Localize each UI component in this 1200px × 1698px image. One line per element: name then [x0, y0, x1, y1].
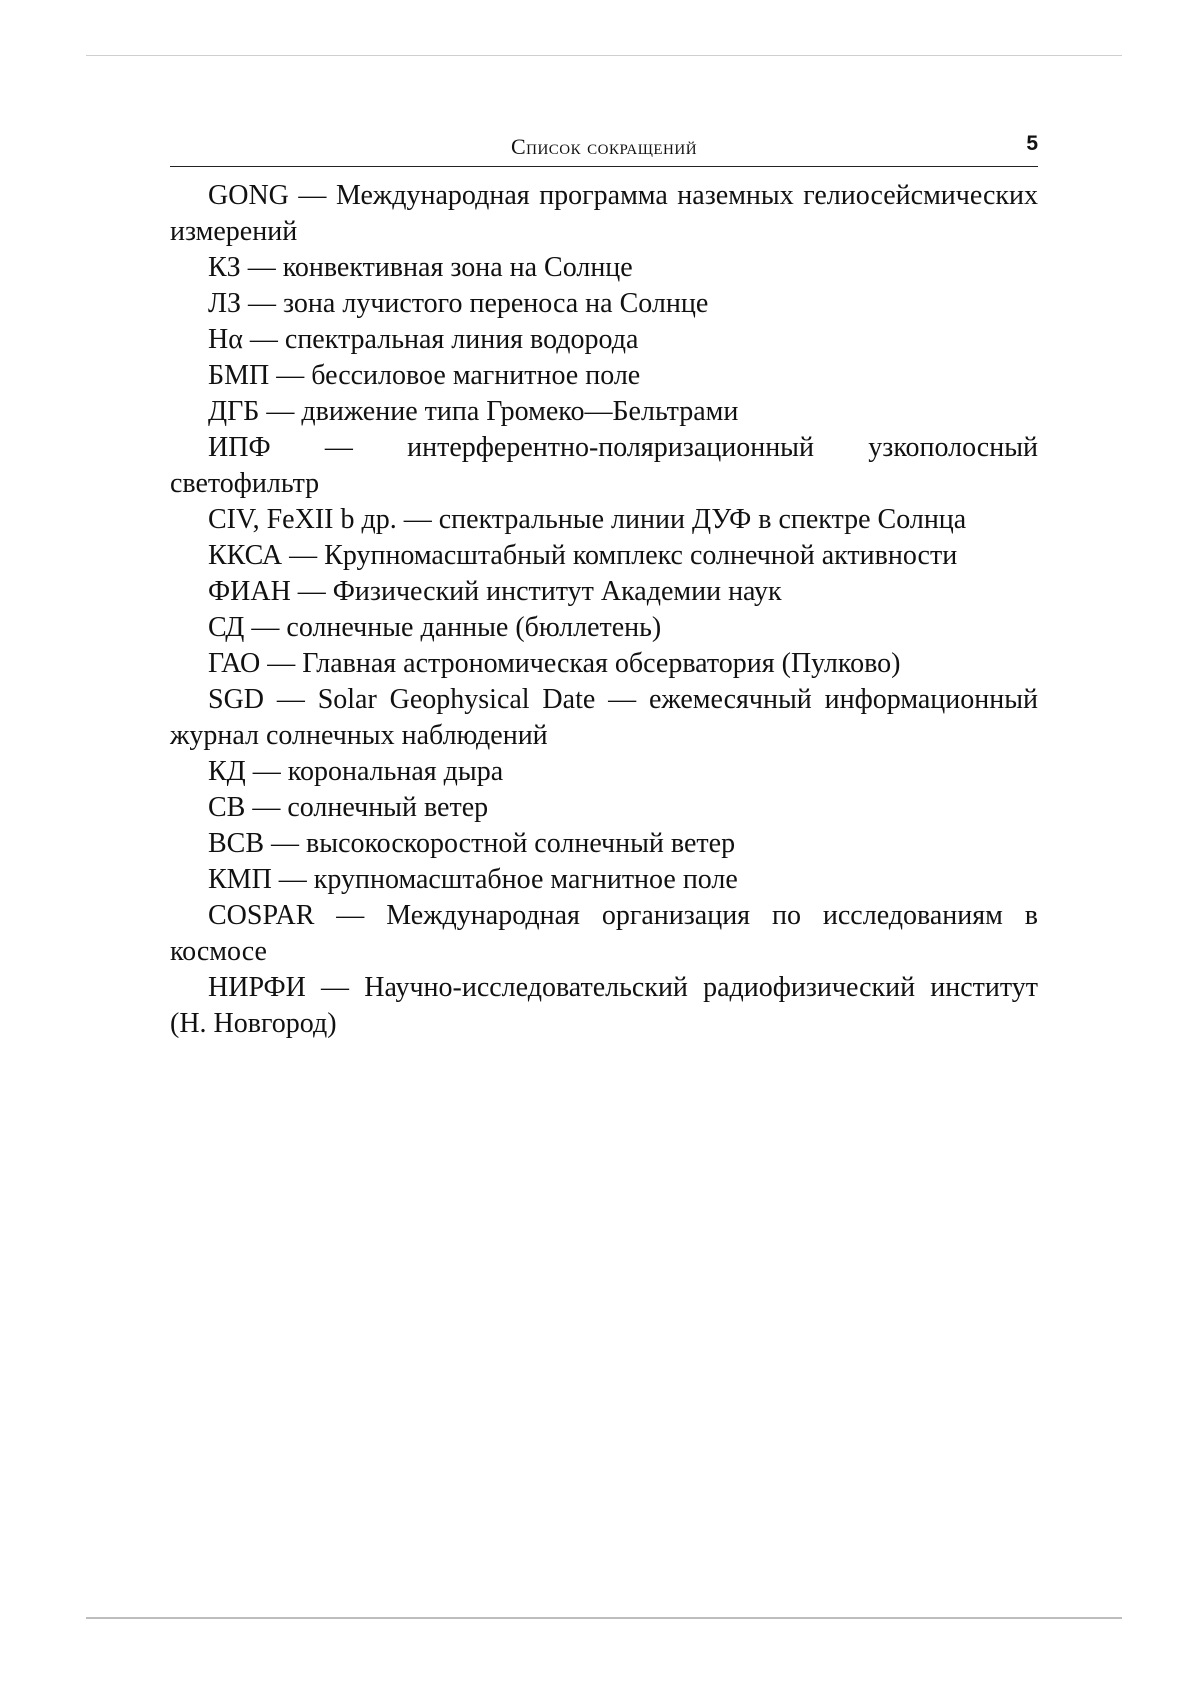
abbreviation-definition: спектральная линия водорода	[284, 324, 639, 355]
abbreviation-definition: солнечные данные (бюллетень)	[286, 612, 662, 643]
abbreviation-entry: КД — корональная дыра	[208, 756, 504, 787]
abbreviation-definition: Крупномасштабный комплекс солнечной активности	[324, 540, 958, 571]
abbreviation-term: GONG	[208, 180, 289, 211]
abbreviation-definition: зона лучистого переноса на Солнце	[283, 288, 709, 319]
page-bottom-rule	[86, 1617, 1122, 1619]
abbreviation-term: COSPAR	[208, 900, 315, 931]
abbreviation-definition: высокоскоростной солнечный ветер	[306, 828, 736, 859]
abbreviation-definition: бессиловое магнитное поле	[311, 360, 641, 391]
abbreviation-definition: Международная программа наземных гелиосейсмических измерений	[170, 180, 1038, 247]
abbreviation-term: ККСА	[208, 540, 283, 571]
abbreviation-definition: Научно-исследовательский радиофизический институт (Н. Новгород)	[170, 972, 1038, 1039]
abbreviation-entry: SGD — Solar Geophysical Date — ежемесячный информационный журнал солнечных наблюдений	[170, 684, 1039, 751]
running-header	[170, 130, 1038, 167]
abbreviation-term: СВ	[208, 792, 246, 823]
abbreviation-entry: ВСВ — высокоскоростной солнечный ветер	[208, 828, 736, 859]
header-title: Список сокращений	[510, 134, 698, 159]
abbreviation-definition: Международная организация по исследованиям в космосе	[170, 900, 1039, 967]
abbreviation-term: КЗ	[208, 252, 241, 283]
abbreviation-entry: ФИАН — Физический институт Академии наук	[208, 576, 782, 607]
abbreviation-term: КМП	[208, 864, 272, 895]
abbreviation-definition: Физический институт Академии наук	[332, 576, 782, 607]
abbreviation-term: CIV, FeXII b др.	[208, 504, 397, 535]
abbreviation-definition: спектральные линии ДУФ в спектре Солнца	[438, 504, 967, 535]
abbreviation-term: СД	[208, 612, 245, 643]
abbreviation-entry: СД — солнечные данные (бюллетень)	[208, 612, 662, 643]
page-top-rule	[86, 55, 1122, 56]
abbreviation-entry: БМП — бессиловое магнитное поле	[208, 360, 641, 391]
abbreviation-term: ДГБ	[208, 396, 260, 427]
abbreviation-definition: конвективная зона на Солнце	[282, 252, 633, 283]
abbreviation-entry: КМП — крупномасштабное магнитное поле	[208, 864, 738, 895]
abbreviation-entry: COSPAR — Международная организация по исследованиям в космосе	[170, 900, 1039, 967]
abbreviation-term: НИРФИ	[208, 972, 306, 1003]
abbreviation-term: ЛЗ	[208, 288, 242, 319]
abbreviation-entry: GONG — Международная программа наземных гелиосейсмических измерений	[170, 180, 1038, 247]
abbreviation-definition: корональная дыра	[287, 756, 504, 787]
abbreviation-entry: ГАО — Главная астрономическая обсерватория (Пулково)	[208, 648, 901, 679]
abbreviation-entry: ИПФ — интерферентно-поляризационный узкополосный светофильтр	[170, 432, 1038, 499]
abbreviation-term: БМП	[208, 360, 270, 391]
abbreviation-definition: солнечный ветер	[287, 792, 489, 823]
abbreviation-term: ФИАН	[208, 576, 291, 607]
abbreviation-entry: КЗ — конвективная зона на Солнце	[208, 252, 633, 283]
abbreviation-definition: движение типа Громеко—Бельтрами	[301, 396, 739, 427]
page-number: 5	[1026, 132, 1038, 155]
abbreviation-definition: интерферентно-поляризационный узкополосный светофильтр	[170, 432, 1038, 499]
abbreviation-entry: ККСА — Крупномасштабный комплекс солнечной активности	[208, 540, 958, 571]
abbreviation-term: КД	[208, 756, 246, 787]
abbreviation-list	[170, 178, 1038, 1042]
abbreviation-entry: СВ — солнечный ветер	[208, 792, 489, 823]
abbreviation-entry: ЛЗ — зона лучистого переноса на Солнце	[208, 288, 709, 319]
abbreviation-definition: Главная астрономическая обсерватория (Пулково)	[302, 648, 901, 679]
abbreviation-term: SGD	[208, 684, 265, 715]
abbreviation-term: ВСВ	[208, 828, 265, 859]
abbreviation-term: Hα	[208, 324, 243, 355]
abbreviation-entry: НИРФИ — Научно-исследовательский радиофизический институт (Н. Новгород)	[170, 972, 1038, 1039]
abbreviation-entry: ДГБ — движение типа Громеко—Бельтрами	[208, 396, 739, 427]
abbreviation-term: ИПФ	[208, 432, 271, 463]
abbreviation-term: ГАО	[208, 648, 261, 679]
abbreviation-definition: крупномасштабное магнитное поле	[313, 864, 738, 895]
abbreviation-entry: Hα — спектральная линия водорода	[208, 324, 639, 355]
abbreviation-entry: CIV, FeXII b др. — спектральные линии ДУФ в спектре Солнца	[208, 504, 967, 535]
abbreviation-definition: Solar Geophysical Date — ежемесячный информационный журнал солнечных наблюдений	[170, 684, 1039, 751]
